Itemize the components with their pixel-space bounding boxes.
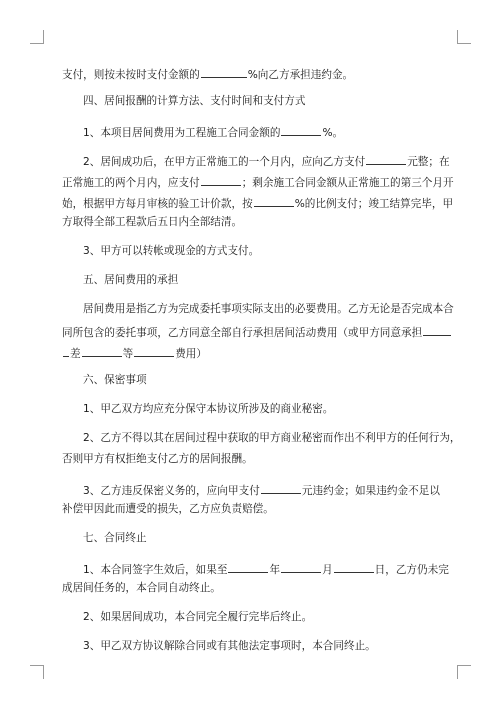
fill-in-blank xyxy=(134,344,174,357)
section-heading xyxy=(62,373,440,388)
text-run: 1、本项目居间费用为工程施工合同金额的 xyxy=(83,127,281,139)
text-run: 3、甲乙双方协议解除合同或有其他法定事项时，本合同终止。 xyxy=(83,640,376,652)
text-run: 始，根据甲方每月审核的验工计价款，按 xyxy=(62,198,253,210)
text-run: 3、乙方违反保密义务的，应向甲支付 xyxy=(83,485,260,497)
text-line xyxy=(62,581,440,596)
text-run: 3、甲方可以转帐或现金的方式支付。 xyxy=(83,245,260,257)
text-run: 1、甲乙双方均应充分保守本协议所涉及的商业秘密。 xyxy=(83,403,334,415)
text-run: 七、合同终止 xyxy=(83,532,147,544)
fill-in-blank xyxy=(201,65,247,78)
text-line xyxy=(62,481,440,496)
text-run: 成居间任务的，本合同自动终止。 xyxy=(62,582,221,594)
fill-in-blank xyxy=(228,560,268,573)
text-run: 正常施工的两个月内，应支付 xyxy=(62,177,200,189)
text-line xyxy=(62,610,440,625)
text-run: 方取得全部工程款后五日内全部结清。 xyxy=(62,216,243,228)
text-run: 元违约金；如果违约金不足以 xyxy=(301,485,440,497)
text-run: 2、乙方不得以其在居间过程中获取的甲方商业秘密而作出不利甲方的任何行为， xyxy=(83,432,461,444)
text-line xyxy=(62,560,449,576)
text-run: 元整；在 xyxy=(407,156,450,168)
text-line xyxy=(62,244,440,259)
section-heading xyxy=(62,531,440,546)
text-line xyxy=(62,344,440,359)
text-line xyxy=(62,502,440,517)
text-run: 否则甲方有权拒绝支付乙方的居间报酬。 xyxy=(62,453,253,465)
text-line xyxy=(62,173,454,189)
text-line xyxy=(62,452,440,467)
text-run: 1、本合同签字生效后，如果至 xyxy=(83,564,228,576)
text-run: 年 xyxy=(269,564,281,576)
fill-in-blank xyxy=(281,123,321,136)
text-run: 差 xyxy=(70,348,81,360)
text-line xyxy=(62,194,454,210)
text-line xyxy=(62,215,440,230)
text-run: 六、保密事项 xyxy=(83,374,147,386)
section-heading xyxy=(62,273,440,288)
text-line xyxy=(62,152,450,168)
fill-in-blank xyxy=(82,344,122,357)
text-run: 五、居间费用的承担 xyxy=(83,274,179,286)
fill-in-blank xyxy=(366,152,406,165)
fill-in-blank xyxy=(334,560,374,573)
crop-mark-bottom-left xyxy=(30,665,44,679)
text-line xyxy=(62,323,440,338)
fill-in-blank xyxy=(201,173,241,186)
text-run: ；剩余施工合同金额从正常施工的第三个月开 xyxy=(241,177,454,189)
text-run: 同所包含的委托事项，乙方同意全部自行承担居间活动费用（或甲方同意承担 xyxy=(62,327,423,339)
fill-in-blank xyxy=(281,560,321,573)
text-run: 支付，则按未按时支付金额的 xyxy=(62,69,200,81)
fill-in-blank xyxy=(63,344,69,357)
text-run: 日，乙方仍未完 xyxy=(374,564,449,576)
fill-in-blank xyxy=(423,323,451,336)
text-run: 四、居间报酬的计算方法、支付时间和支付方式 xyxy=(83,95,306,107)
text-line xyxy=(62,402,440,417)
text-run: %向乙方承担违约金。 xyxy=(247,69,354,81)
text-line xyxy=(62,65,440,80)
text-line xyxy=(62,123,440,138)
text-run: 2、如果居间成功，本合同完全履行完毕后终止。 xyxy=(83,611,313,623)
crop-mark-top-left xyxy=(30,30,44,44)
text-run: 居间费用是指乙方为完成委托事项实际支出的必要费用。乙方无论是否完成本合 xyxy=(83,303,454,315)
text-run: 费用） xyxy=(175,348,207,360)
crop-mark-bottom-right xyxy=(457,665,471,679)
text-line xyxy=(62,639,440,654)
fill-in-blank xyxy=(254,194,294,207)
text-run: %。 xyxy=(322,127,344,139)
section-heading xyxy=(62,94,440,109)
text-line xyxy=(62,431,461,446)
text-run: %的比例支付；竣工结算完毕，甲 xyxy=(294,198,454,210)
text-run: 2、居间成功后，在甲方正常施工的一个月内，应向乙方支付 xyxy=(83,156,366,168)
text-run: 月 xyxy=(322,564,333,576)
fill-in-blank xyxy=(261,481,301,494)
crop-mark-top-right xyxy=(457,30,471,44)
text-run: 等 xyxy=(122,348,134,360)
text-line xyxy=(62,302,454,317)
text-run: 补偿甲因此而遭受的损失，乙方应负责赔偿。 xyxy=(62,503,274,515)
